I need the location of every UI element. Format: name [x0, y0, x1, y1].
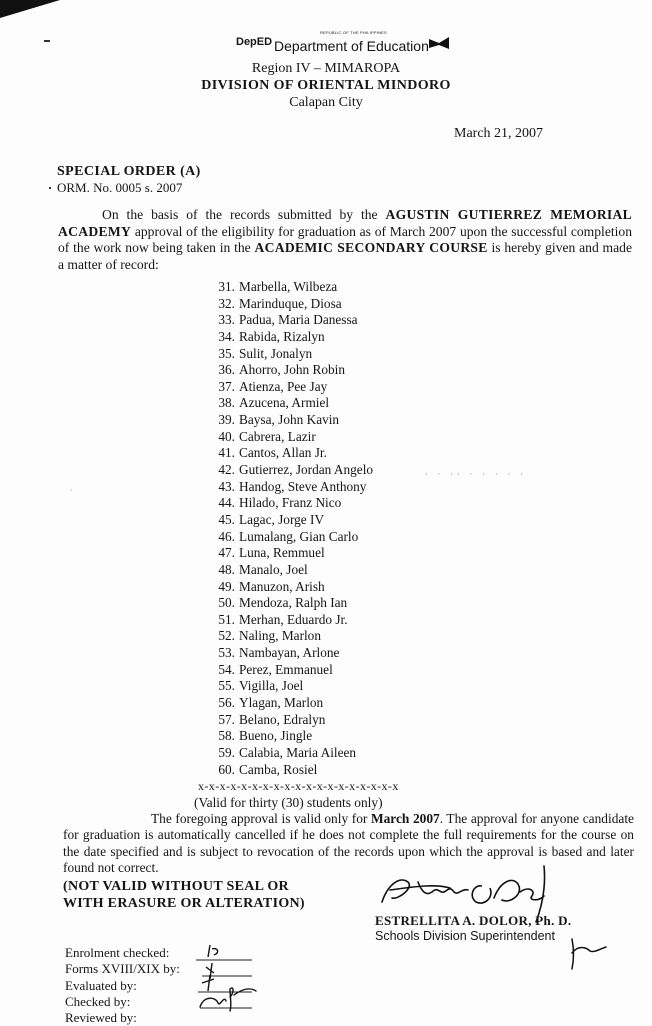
student-number: 51.	[218, 611, 235, 627]
student-entry	[198, 545, 373, 562]
student-entry	[198, 695, 373, 712]
student-entry	[198, 312, 373, 329]
student-number: 36.	[218, 362, 235, 378]
scan-speck: ·	[70, 486, 73, 495]
student-name: Manalo, Joel	[239, 561, 308, 577]
signatory-title: Schools Division Superintendent	[375, 929, 555, 943]
student-entry	[198, 745, 373, 762]
list-separator: x-x-x-x-x-x-x-x-x-x-x-x-x-x-x-x-x-x-x	[198, 779, 399, 793]
student-entry	[198, 628, 373, 645]
student-entry	[198, 479, 373, 496]
student-number: 39.	[218, 412, 235, 428]
student-name: Lumalang, Gian Carlo	[239, 528, 359, 544]
deped-emblem-icon	[428, 36, 450, 55]
checklist-initials	[190, 945, 280, 1024]
student-entry	[198, 562, 373, 579]
student-number: 45.	[218, 511, 235, 527]
validity-warning	[63, 878, 305, 912]
scan-speck	[44, 40, 50, 42]
validity-note: (Valid for thirty (30) students only)	[194, 795, 383, 810]
checklist-item: Evaluated by:	[65, 977, 137, 993]
student-number: 47.	[218, 545, 235, 561]
student-name: Padua, Maria Danessa	[239, 312, 358, 328]
student-name: Baysa, John Kavin	[239, 412, 340, 428]
student-number: 54.	[218, 661, 235, 677]
student-number: 57.	[218, 711, 235, 727]
student-entry	[198, 362, 373, 379]
scan-specks: · · ·· · · · · ·	[425, 470, 527, 479]
student-number: 35.	[218, 345, 235, 361]
student-entry	[198, 579, 373, 596]
student-number: 56.	[218, 695, 235, 711]
student-name: Atienza, Pee Jay	[239, 378, 328, 394]
warning-line: (NOT VALID WITHOUT SEAL OR	[63, 879, 289, 894]
student-entry	[198, 445, 373, 462]
student-name: Merhan, Eduardo Jr.	[239, 611, 348, 627]
scan-corner-mark	[0, 0, 60, 18]
signatory-name: ESTRELLITA A. DOLOR, Ph. D.	[375, 913, 572, 928]
student-number: 46.	[218, 528, 235, 544]
special-order-number: ORM. No. 0005 s. 2007	[57, 180, 183, 195]
student-number: 59.	[218, 744, 235, 760]
checklist-item: Enrolment checked:	[65, 945, 170, 960]
student-name: Camba, Rosiel	[239, 761, 318, 777]
student-entry	[198, 529, 373, 546]
student-number: 33.	[218, 312, 235, 328]
student-entry	[198, 612, 373, 629]
checklist-item: Checked by:	[65, 993, 131, 1009]
student-number: 41.	[218, 445, 235, 461]
student-name: Manuzon, Arish	[239, 578, 325, 594]
student-entry	[198, 412, 373, 429]
course-name: ACADEMIC SECONDARY COURSE	[254, 240, 488, 256]
region-line: Region IV – MIMAROPA	[251, 61, 401, 76]
student-number: 44.	[218, 495, 235, 511]
student-number: 31.	[218, 279, 235, 294]
student-name: Belano, Edralyn	[239, 711, 326, 727]
student-name: Nambayan, Arlone	[239, 645, 340, 661]
student-entry	[198, 346, 373, 363]
student-name: Rabida, Rizalyn	[239, 328, 325, 344]
student-name: Vigilla, Joel	[239, 678, 304, 694]
student-number: 40.	[218, 428, 235, 444]
student-number: 43.	[218, 478, 235, 494]
student-name: Marinduque, Diosa	[239, 295, 342, 311]
student-entry	[198, 728, 373, 745]
student-name: Azucena, Armiel	[239, 395, 330, 411]
student-number: 58.	[218, 728, 235, 744]
student-number: 50.	[218, 595, 235, 611]
student-number: 37.	[218, 378, 235, 394]
initial-paraph	[566, 935, 610, 971]
deped-logo: DepED	[236, 36, 273, 48]
department-name: Department of Education	[274, 38, 429, 54]
checklist-item: Reviewed by:	[65, 1010, 137, 1026]
student-entry	[198, 595, 373, 612]
student-name: Gutierrez, Jordan Angelo	[239, 462, 374, 478]
student-number: 49.	[218, 578, 235, 594]
approval-paragraph: The foregoing approval is valid only for March 2007. The approval for anyone candidate for graduation is automatically cancelled if he does not complete the full requirements for the course on the date specified and is subject to revocation of the records upon which the approval is based and later found not correct.	[63, 811, 634, 875]
student-number: 34.	[218, 328, 235, 344]
school-name: AGUSTIN GUTIERREZ MEMORIAL ACADEMY	[58, 207, 633, 239]
student-entry	[198, 462, 373, 479]
student-number: 52.	[218, 628, 235, 644]
warning-line: WITH ERASURE OR ALTERATION)	[63, 896, 305, 911]
student-name: Hilado, Franz Nico	[239, 495, 342, 511]
student-entry	[198, 495, 373, 512]
student-number: 55.	[218, 678, 235, 694]
student-name: Ylagan, Marlon	[239, 695, 324, 711]
scan-speck	[49, 187, 51, 189]
student-number: 32.	[218, 295, 235, 311]
student-entry	[198, 296, 373, 313]
checklist	[65, 945, 180, 1026]
student-name: Ahorro, John Robin	[239, 362, 346, 378]
intro-paragraph: On the basis of the records submitted by the AGUSTIN GUTIERREZ MEMORIAL ACADEMY approval of the eligibility for graduation as of March 2007 upon the successful completion of the work now being taken in the ACADEMIC SECONDARY COURSE is hereby given and made a matter of record:	[58, 207, 633, 272]
city-line: Calapan City	[289, 95, 363, 110]
republic-caption: REPUBLIC OF THE PHILIPPINES	[320, 30, 387, 35]
student-name: Cantos, Allan Jr.	[239, 445, 327, 461]
student-name: Perez, Emmanuel	[239, 661, 333, 677]
student-entry	[198, 429, 373, 446]
student-name: Cabrera, Lazir	[239, 428, 316, 444]
student-number: 48.	[218, 561, 235, 577]
student-name: Bueno, Jingle	[239, 728, 313, 744]
student-name: Marbella, Wilbeza	[239, 279, 338, 294]
student-entry	[198, 662, 373, 679]
student-entry	[198, 512, 373, 529]
division-line: DIVISION OF ORIENTAL MINDORO	[201, 78, 451, 93]
checklist-item: Forms XVIII/XIX by:	[65, 961, 180, 977]
valid-month: March 2007	[370, 811, 440, 826]
student-number: 60.	[218, 761, 235, 777]
student-entry	[198, 762, 373, 779]
student-name: Handog, Steve Anthony	[239, 478, 367, 494]
student-entry	[198, 379, 373, 396]
document-date: March 21, 2007	[454, 126, 544, 141]
student-list	[198, 279, 373, 778]
student-number: 53.	[218, 645, 235, 661]
student-name: Calabia, Maria Aileen	[239, 744, 357, 760]
student-name: Sulit, Jonalyn	[239, 345, 313, 361]
special-order-title: SPECIAL ORDER (A)	[57, 164, 201, 179]
student-name: Luna, Remmuel	[239, 545, 325, 561]
student-entry	[198, 712, 373, 729]
student-entry	[198, 395, 373, 412]
student-entry	[198, 329, 373, 346]
student-name: Mendoza, Ralph Ian	[239, 595, 348, 611]
student-entry	[198, 279, 373, 296]
student-entry	[198, 678, 373, 695]
student-entry	[198, 645, 373, 662]
student-name: Naling, Marlon	[239, 628, 321, 644]
student-name: Lagac, Jorge IV	[239, 511, 325, 527]
student-number: 38.	[218, 395, 235, 411]
student-number: 42.	[218, 462, 235, 478]
